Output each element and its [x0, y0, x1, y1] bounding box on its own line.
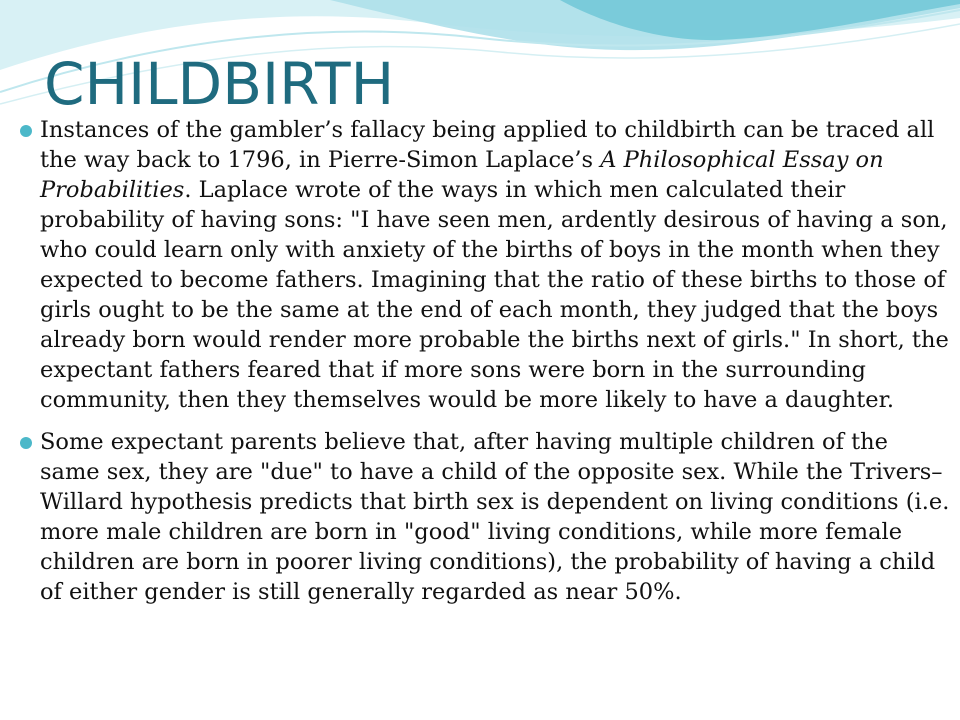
bullet-item [14, 427, 954, 607]
slide-title: CHILDBIRTH [44, 50, 395, 118]
bullet-text-part: Instances of the gambler’s fallacy being applied to childbirth can be traced all the way back to 1796, in Pierre-Simon Laplace’s [40, 117, 935, 173]
bullet-item [14, 115, 954, 415]
bullet-text: Some expectant parents believe that, after having multiple children of the same sex, they are "due" to have a child of the opposite sex. While the Trivers–Willard hypothesis predicts that birth sex is dependent on living conditions (i.e. more male children are born in "good" living conditions, while more female children are born in poorer living conditions), the probability of having a child of either gender is still generally regarded as near 50%. [40, 429, 950, 605]
bullet-text [40, 117, 949, 413]
bullet-list [14, 115, 954, 619]
book-title: A Philosophical Essay on Probabilities [40, 147, 884, 203]
bullet-text-part: . Laplace wrote of the ways in which men calculated their probability of having sons: "I have seen men, ardently desirous of having a son, who could learn only with anxiety of the births of boys in the month when they expected to become fathers. Imagining that the ratio of these births to those of girls ought to be the same at the end of each month, they judged that the boys already born would render more probable the births next of girls." In short, the expectant fathers feared that if more sons were born in the surrounding community, then they themselves would be more likely to have a daughter. [40, 177, 949, 413]
bullet-dot-icon [20, 125, 32, 137]
bullet-dot-icon [20, 437, 32, 449]
